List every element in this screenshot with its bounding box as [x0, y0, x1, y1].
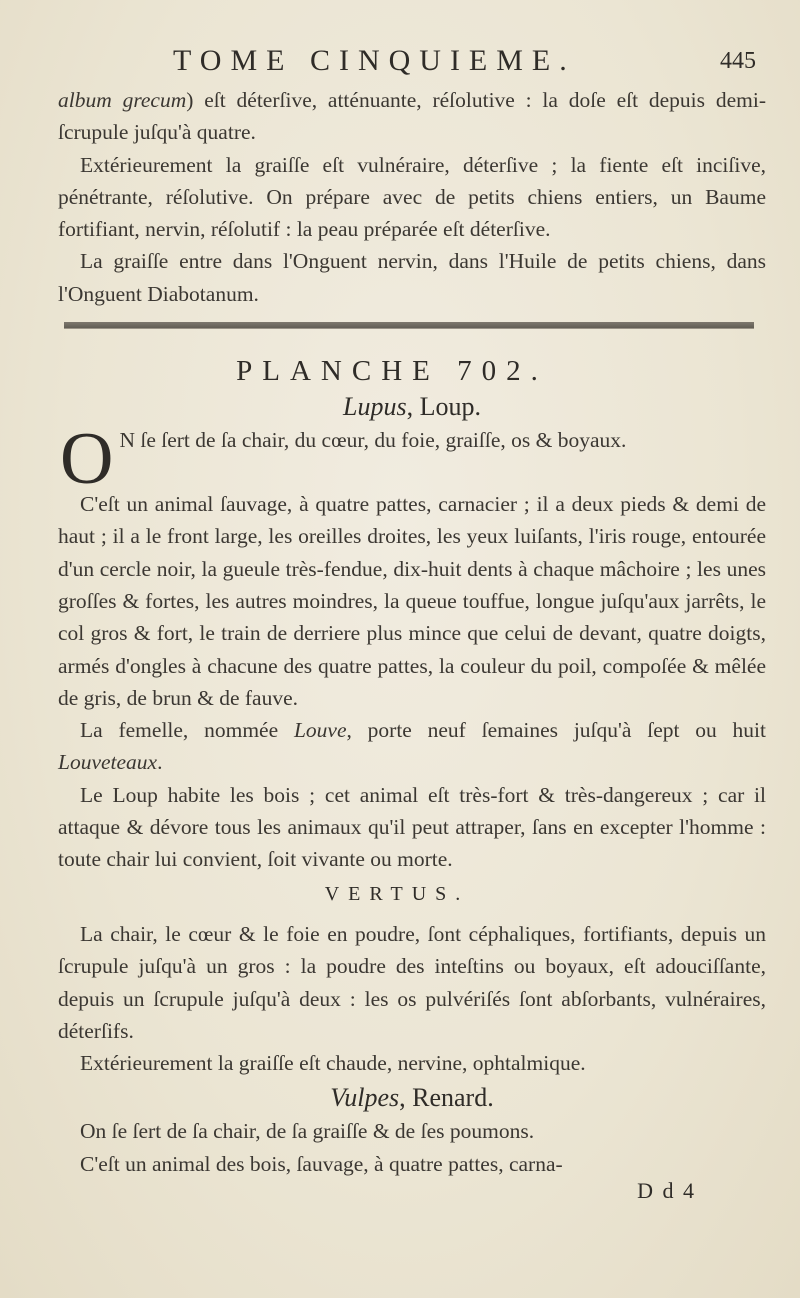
vulpes-latin-name: Vulpes [330, 1083, 400, 1113]
louve-term: Louve [293, 718, 347, 743]
page-number: 445 [720, 48, 756, 74]
vulpes-subheading [58, 1083, 766, 1113]
running-header [58, 44, 766, 84]
lupus-paragraph-1 [58, 418, 766, 501]
intro-paragraph-3: La graiſſe entre dans l'Onguent nervin, dans l'Huile de petits chiens, dans l'Onguent Diabotanum. [58, 249, 766, 306]
lupus-paragraph-4: Le Loup habite les bois ; cet animal eſt très-fort & très-dangereux ; car il attaque & dévore tous les animaux qu'il peut attraper, ſans en excepter l'homme : toute chair lui convient, ſoit vivante ou morte. [58, 782, 766, 872]
intro-paragraph-1-text: ) eſt déterſive, atténuante, réſolutive : la doſe eſt depuis demi-ſcrupule juſqu'à quatre. [58, 88, 766, 145]
lupus-p3-b: , porte neuf ſemaines juſqu'à ſept ou huit [346, 718, 767, 743]
lupus-paragraph-3 [58, 714, 766, 779]
intro-paragraph-2: Extérieurement la graiſſe eſt vulnéraire, déterſive ; la fiente eſt inciſive, pénétrante, réſolutive. On prépare avec de petits chiens entiers, un Baume fortifiant, nervin, réſolutif : la peau préparée eſt déterſive. [58, 152, 766, 242]
lupus-paragraph-1-text: N ſe ſert de ſa chair, du cœur, du foie, graiſſe, os & boyaux. [119, 428, 627, 453]
vulpes-paragraph-1: On ſe ſert de ſa chair, de ſa graiſſe & de ſes poumons. [80, 1119, 535, 1144]
intro-latin-term: album grecum [58, 88, 187, 112]
signature-mark: D d 4 [637, 1178, 696, 1204]
intro-section [58, 84, 766, 310]
lupus-paragraph-5: La chair, le cœur & le foie en poudre, ſont céphaliques, fortifiants, depuis un ſcrupule juſqu'à un gros : la poudre des inteſtins ou boyaux, eſt adouciſſante, depuis un ſcrupule juſqu'à deux : les os pulvériſés ſont abſorbants, vulnéraires, déterſifs. [58, 921, 766, 1043]
vertus-heading: VERTUS. [324, 882, 470, 905]
lupus-subheading [58, 392, 766, 422]
vulpes-section [58, 1115, 766, 1180]
lupus-french-name: , Loup. [406, 392, 481, 422]
section-rule [64, 322, 754, 329]
lupus-p3-a: La femelle, nommée [80, 718, 294, 743]
vulpes-french-name: , Renard. [399, 1083, 494, 1113]
intro-paragraph-1 [58, 84, 766, 149]
running-title: TOME CINQUIEME. [173, 44, 576, 77]
lupus-p3-c: . [157, 750, 163, 775]
vulpes-paragraph-2: C'eſt un animal des bois, ſauvage, à quatre pattes, carna- [80, 1151, 563, 1176]
lupus-section [58, 418, 767, 1079]
drop-cap: O [60, 418, 114, 501]
lupus-paragraph-6: Extérieurement la graiſſe eſt chaude, nervine, ophtalmique. [80, 1051, 586, 1076]
lupus-latin-name: Lupus [343, 392, 407, 422]
louveteaux-term: Louveteaux [58, 750, 158, 775]
plate-heading: PLANCHE 702. [236, 355, 548, 388]
lupus-paragraph-2: C'eſt un animal ſauvage, à quatre pattes, carnacier ; il a deux pieds & demi de haut ; il a le front large, les oreilles droites, les yeux luiſants, l'iris rouge, entourée d'un cercle noir, la gueule très-fendue, dix-huit dents à chaque mâchoire ; les unes groſſes & fortes, les autres moindres, la queue touffue, longue juſqu'aux jarrêts, le col gros & fort, le train de derriere plus mince que celui de devant, quatre doigts, armés d'ongles à chacune des quatre pattes, la couleur du poil, compoſée & mêlée de gris, de brun & de fauve. [58, 492, 766, 710]
